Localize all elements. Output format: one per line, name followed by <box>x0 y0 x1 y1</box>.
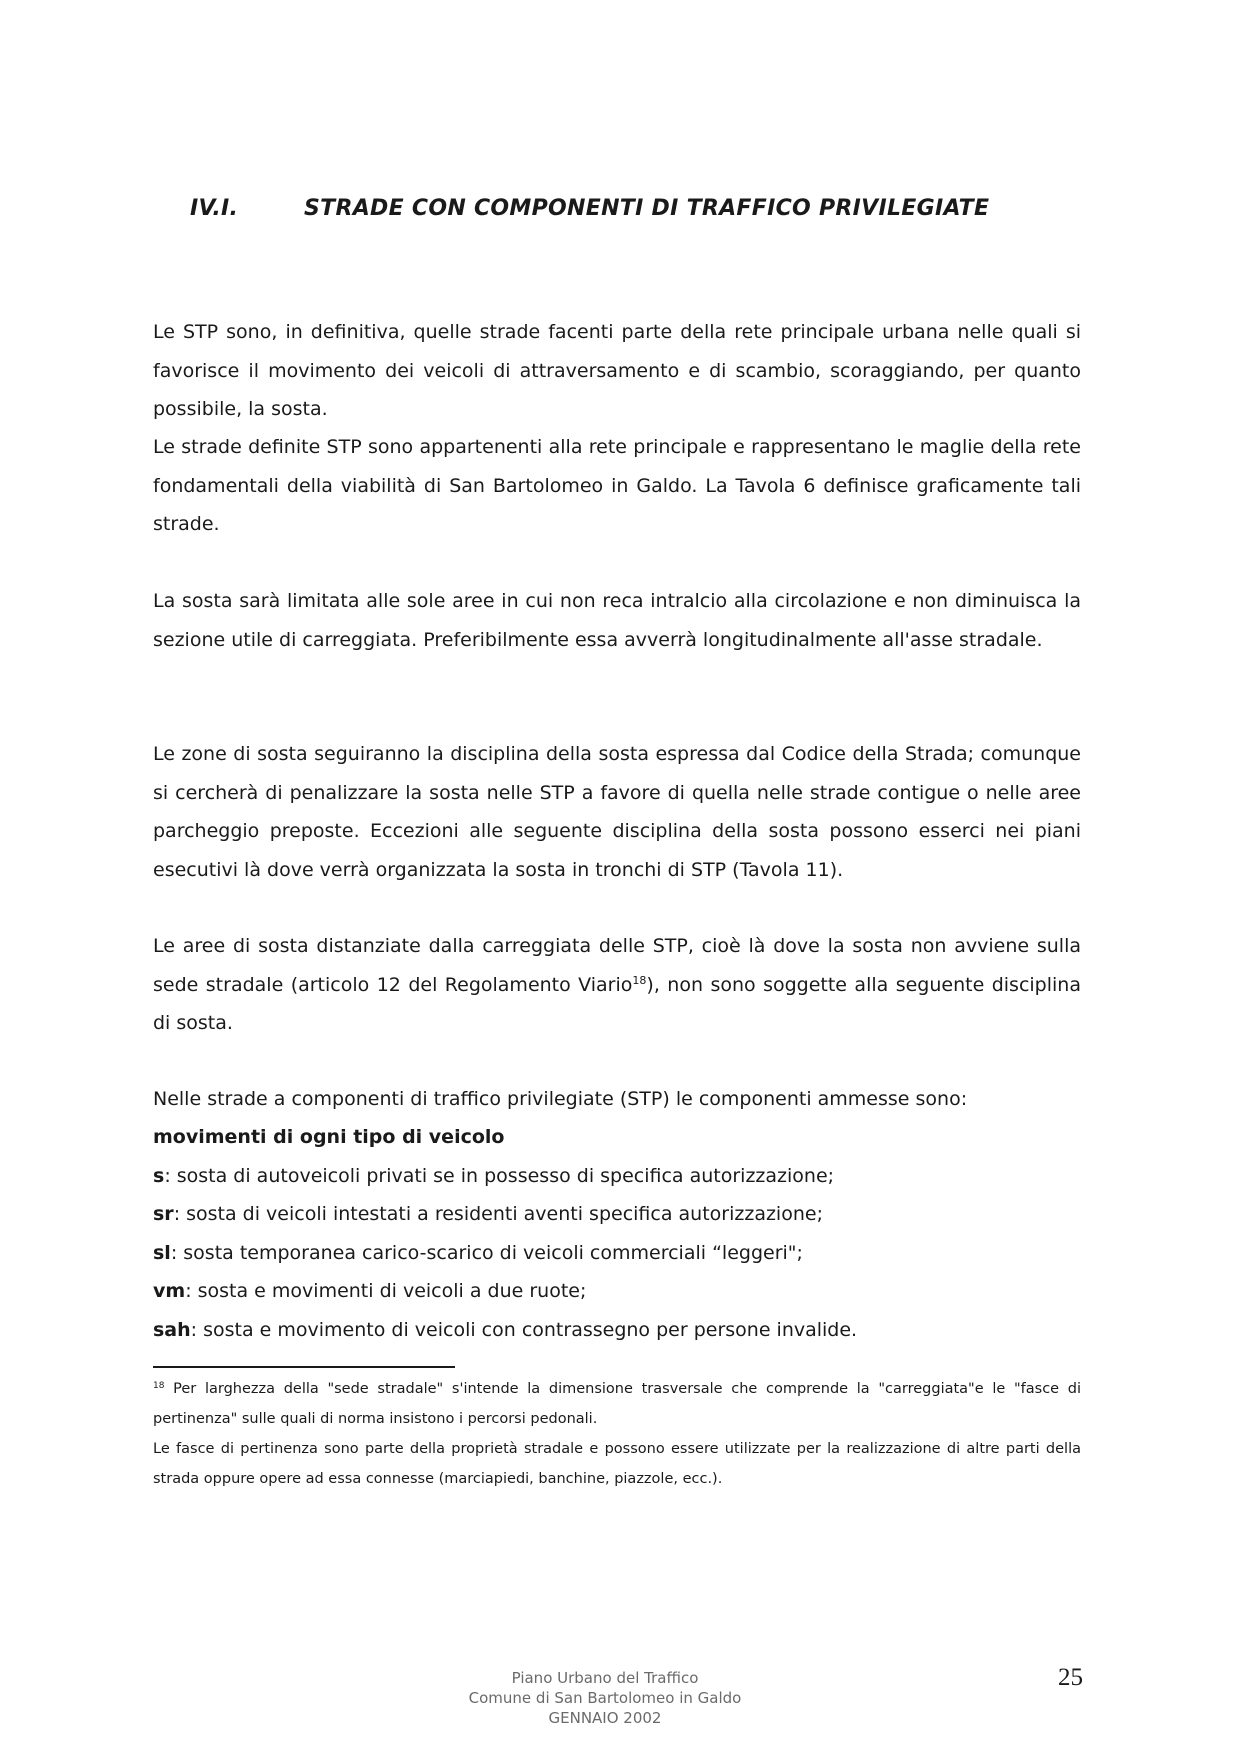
component-description: : sosta di autoveicoli privati se in possesso di specifica autorizzazione; <box>164 1164 835 1187</box>
footnote-text-1 <box>153 1374 1081 1434</box>
component-code: sr <box>153 1203 174 1225</box>
paragraph-parking-areas <box>153 927 1081 1043</box>
component-code: s <box>153 1164 165 1187</box>
component-description: : sosta di veicoli intestati a residenti aventi specifica autorizzazione; <box>173 1203 823 1225</box>
list-item <box>153 1272 1081 1311</box>
page-footer <box>395 1668 815 1728</box>
list-item <box>153 1157 1081 1196</box>
section-heading <box>190 196 989 221</box>
footnote-body-1: Per larghezza della "sede stradale" s'intende la dimensione trasversale che comprende la "carreggiata"e le "fasce di pertinenza" sulle quali di norma insistono i percorsi pedonali. <box>153 1381 1082 1427</box>
list-item <box>153 1195 1081 1234</box>
paragraph-parking-discipline: Le zone di sosta seguiranno la disciplina della sosta espressa dal Codice della Strada; comunque si cercherà di penalizzare la sosta nelle STP a favore di quella nelle strade contigue o nelle aree parcheggio preposte. Eccezioni alle seguente disciplina della sosta possono esserci nei piani esecutivi là dove verrà organizzata la sosta in tronchi di STP (Tavola 11). <box>153 743 1081 881</box>
list-title <box>153 1118 1081 1157</box>
footnote-number: 18 <box>153 1381 165 1391</box>
component-description: : sosta temporanea carico-scarico di veicoli commerciali “leggeri"; <box>170 1241 803 1264</box>
footnote-text-2: Le fasce di pertinenza sono parte della proprietà stradale e possono essere utilizzate per la realizzazione di altre parti della strada oppure opere ad essa connesse (marciapiedi, banchine, piazzole, ecc.). <box>153 1441 1081 1487</box>
footer-municipality: Comune di San Bartolomeo in Galdo <box>468 1689 742 1707</box>
list-item <box>153 1234 1081 1273</box>
paragraph-parking-areas-text: Le aree di sosta distanziate dalla carreggiata delle STP, cioè là dove la sosta non avviene sulla sede stradale (articolo 12 del Regolamento Viario <box>153 935 1081 996</box>
section-number: IV.I. <box>190 196 239 221</box>
section-title: STRADE CON COMPONENTI DI TRAFFICO PRIVILEGIATE <box>304 196 990 221</box>
list-title-text: movimenti di ogni tipo di veicolo <box>153 1126 505 1148</box>
list-item <box>153 1311 1081 1350</box>
footer-plan-title: Piano Urbano del Traffico <box>511 1669 699 1687</box>
paragraph-parking-limits: La sosta sarà limitata alle sole aree in cui non reca intralcio alla circolazione e non diminuisca la sezione utile di carreggiata. Preferibilmente essa avverrà longitudinalmente all'asse stradale. <box>153 590 1081 651</box>
component-description: : sosta e movimenti di veicoli a due ruote; <box>185 1280 587 1302</box>
paragraph-stp-definition: Le STP sono, in definitiva, quelle strade facenti parte della rete principale urbana nelle quali si favorisce il movimento dei veicoli di attraversamento e di scambio, scoraggiando, per quanto possibile, la sosta. <box>153 321 1081 420</box>
paragraph-components-intro: Nelle strade a componenti di traffico privilegiate (STP) le componenti ammesse sono: <box>153 1088 968 1110</box>
component-description: : sosta e movimento di veicoli con contrassegno per persone invalide. <box>190 1318 858 1341</box>
paragraph-parking-areas-text-end: ), non sono soggette alla seguente disciplina di sosta. <box>153 973 1081 1034</box>
component-code: vm <box>153 1280 186 1302</box>
footnote-separator <box>153 1366 455 1368</box>
component-code: sah <box>153 1318 191 1341</box>
component-code: sl <box>153 1241 171 1264</box>
paragraph-stp-network: Le strade definite STP sono appartenenti alla rete principale e rappresentano le maglie della rete fondamentali della viabilità di San Bartolomeo in Galdo. La Tavola 6 definisce graficamente tali strade. <box>153 436 1081 535</box>
components-list <box>153 1118 1081 1349</box>
footer-date: GENNAIO 2002 <box>548 1709 662 1727</box>
footnote-reference: 18 <box>632 973 647 987</box>
page-number: 25 <box>1058 1664 1083 1691</box>
